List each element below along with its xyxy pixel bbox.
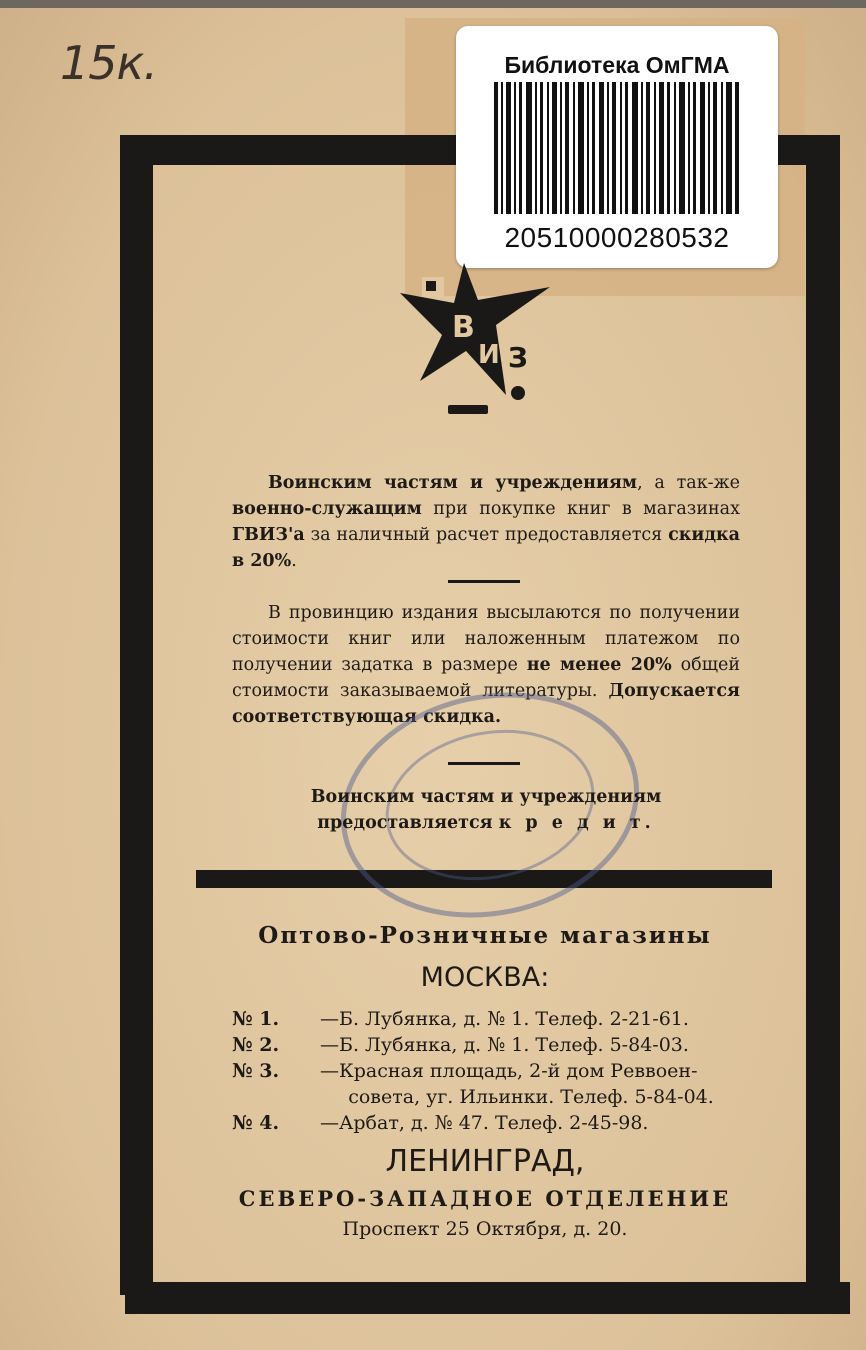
library-name: Библиотека ОмГМА	[504, 52, 730, 78]
credit-paragraph	[232, 784, 740, 836]
shop-address: —Арбат, д. № 47. Телеф. 2-45-98.	[320, 1112, 649, 1134]
shop-address: —Б. Лубянка, д. № 1. Телеф. 5-84-03.	[320, 1034, 689, 1056]
p1-text-d: .	[291, 551, 297, 571]
p1-text-a: , а так-же	[637, 473, 741, 493]
shop-address: —Красная площадь, 2-й дом Реввоен-	[320, 1060, 698, 1082]
discount-paragraph	[232, 470, 740, 574]
p2-bold-a: не менее 20%	[526, 655, 672, 675]
shops-heading: Оптово-Розничные магазины	[258, 922, 712, 949]
logo-underline-dash	[448, 405, 488, 414]
leningrad-address: Проспект 25 Октября, д. 20.	[342, 1218, 628, 1240]
frame-left-bar	[120, 135, 153, 1295]
p3-line-2a: предоставляется	[317, 813, 493, 833]
library-barcode-label	[456, 26, 778, 268]
shop-number: № 4.	[232, 1112, 280, 1134]
barcode	[494, 82, 740, 214]
northwest-department: СЕВЕРО-ЗАПАДНОЕ ОТДЕЛЕНИЕ	[238, 1186, 732, 1211]
shop-row	[232, 1058, 742, 1084]
moscow-shop-list	[232, 1006, 742, 1136]
p2-text-b: общей стоимости заказываемой литературы.	[232, 655, 740, 701]
shop-number: № 3.	[232, 1060, 280, 1082]
shop-row	[232, 1032, 742, 1058]
p3-line-2	[232, 810, 740, 836]
p2-text-a: В провинцию издания высылаются по получении стоимости книг или наложенным платежом по получении задатка в размере	[232, 603, 740, 675]
shop-address-continuation: совета, уг. Ильинки. Телеф. 5-84-04.	[348, 1086, 714, 1108]
p3-line-2b: к р е д и т.	[498, 813, 655, 833]
barcode-number: 20510000280532	[504, 222, 730, 253]
shop-number: № 2.	[232, 1034, 280, 1056]
frame-bottom-bar	[125, 1282, 850, 1314]
p3-line-1: Воинским частям и учреждениям	[310, 787, 662, 807]
p1-text-c: за наличный расчет предоставляется	[304, 525, 669, 545]
shop-row	[232, 1006, 742, 1032]
p1-bold-c: ГВИЗ'а	[232, 525, 305, 545]
shop-row	[232, 1110, 742, 1136]
city-leningrad: ЛЕНИНГРАД,	[385, 1144, 585, 1179]
separator-1	[448, 580, 520, 583]
top-edge-strip	[0, 0, 866, 8]
shop-address: —Б. Лубянка, д. № 1. Телеф. 2-21-61.	[320, 1008, 689, 1030]
p1-bold-b: военно-служащим	[232, 499, 422, 519]
publisher-star-logo-icon	[396, 255, 556, 405]
frame-right-bar	[806, 135, 840, 1285]
city-moscow: МОСКВА:	[420, 962, 550, 993]
shop-number: № 1.	[232, 1008, 280, 1030]
handwritten-price: 15к.	[60, 36, 157, 90]
p2-bold-b: Допускается соответствующая скидка.	[232, 681, 740, 727]
p1-bold-d: скидка в 20%	[232, 525, 740, 571]
p1-bold-a: Воинским частям и учреждениям	[268, 473, 638, 493]
p1-text-b: при покупке книг в магазинах	[421, 499, 740, 519]
svg-text:И: И	[478, 340, 500, 370]
svg-text:З: З	[508, 341, 528, 374]
svg-text:В: В	[452, 310, 475, 345]
